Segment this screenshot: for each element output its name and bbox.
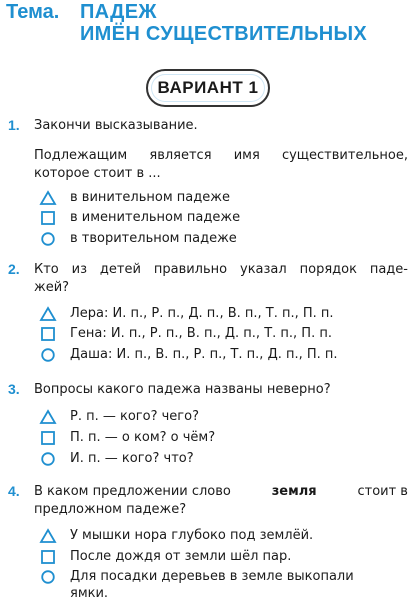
page-title: [80, 1, 367, 45]
title-line-1: ПАДЕЖ: [80, 1, 157, 23]
question-1-option-1[interactable]: [38, 187, 230, 208]
question-4-keyword: земля: [271, 484, 317, 499]
question-2-text-line-1: Кто из детей правильно указал порядок паде-: [34, 262, 408, 277]
square-icon: [38, 547, 58, 567]
question-2-option-2[interactable]: [38, 323, 332, 344]
circle-icon: [38, 567, 58, 587]
triangle-icon: [38, 526, 58, 546]
question-4-option-3-line-2: ямки.: [70, 586, 109, 601]
option-label: в именительном падеже: [70, 210, 241, 225]
option-label: Р. п. — кого? чего?: [70, 409, 199, 424]
triangle-icon: [38, 188, 58, 208]
square-icon: [38, 428, 58, 448]
question-2-option-1[interactable]: [38, 303, 334, 324]
question-4-text-before: В каком предложении слово: [34, 484, 231, 499]
option-label: Гена: И. п., Р. п., В. п., Д. п., Т. п., П. п.: [70, 326, 332, 341]
question-4-text-line-2: предложном падеже?: [34, 502, 187, 517]
question-2-number: 2.: [8, 261, 20, 277]
question-3-option-2[interactable]: [38, 427, 215, 448]
question-3-number: 3.: [8, 381, 20, 397]
circle-icon: [38, 229, 58, 249]
question-4-option-1[interactable]: [38, 525, 313, 546]
question-3-option-1[interactable]: [38, 406, 199, 427]
question-2-text-line-2: жей?: [34, 280, 70, 295]
question-1-option-2[interactable]: [38, 207, 240, 228]
question-1-number: 1.: [8, 117, 20, 133]
option-label: После дождя от земли шёл пар.: [70, 549, 292, 564]
question-3-option-3[interactable]: [38, 448, 194, 469]
option-label: Даша: И. п., В. п., Р. п., Т. п., Д. п., П. п.: [70, 347, 338, 362]
question-1-option-3[interactable]: [38, 228, 237, 249]
title-line-2: ИМЁН СУЩЕСТВИТЕЛЬНЫХ: [80, 23, 368, 45]
question-4-text-line-1: [34, 482, 408, 501]
question-2-option-3[interactable]: [38, 344, 338, 365]
question-1-statement-line-2: которое стоит в ...: [34, 166, 161, 181]
question-4-text-after: стоит в: [357, 484, 408, 499]
triangle-icon: [38, 407, 58, 427]
option-label: П. п. — о ком? о чём?: [70, 430, 216, 445]
square-icon: [38, 324, 58, 344]
question-4-number: 4.: [8, 483, 20, 499]
option-label: в винительном падеже: [70, 190, 230, 205]
question-4-option-2[interactable]: [38, 546, 291, 567]
circle-icon: [38, 449, 58, 469]
triangle-icon: [38, 304, 58, 324]
variant-label: ВАРИАНТ 1: [157, 78, 259, 97]
option-label: И. п. — кого? что?: [70, 451, 194, 466]
topic-label: Тема.: [6, 1, 60, 23]
question-1-statement-line-1: Подлежащим является имя существительное,: [34, 148, 408, 163]
circle-icon: [38, 345, 58, 365]
square-icon: [38, 208, 58, 228]
option-label: Для посадки деревьев в земле выкопали: [70, 569, 354, 584]
option-label: Лера: И. п., Р. п., Д. п., В. п., Т. п., П. п.: [70, 306, 334, 321]
question-1-text: Закончи высказывание.: [34, 118, 198, 133]
option-label: в творительном падеже: [70, 231, 237, 246]
question-3-text: Вопросы какого падежа названы неверно?: [34, 382, 331, 397]
option-label: У мышки нора глубоко под землёй.: [70, 528, 314, 543]
variant-badge: [146, 69, 270, 107]
